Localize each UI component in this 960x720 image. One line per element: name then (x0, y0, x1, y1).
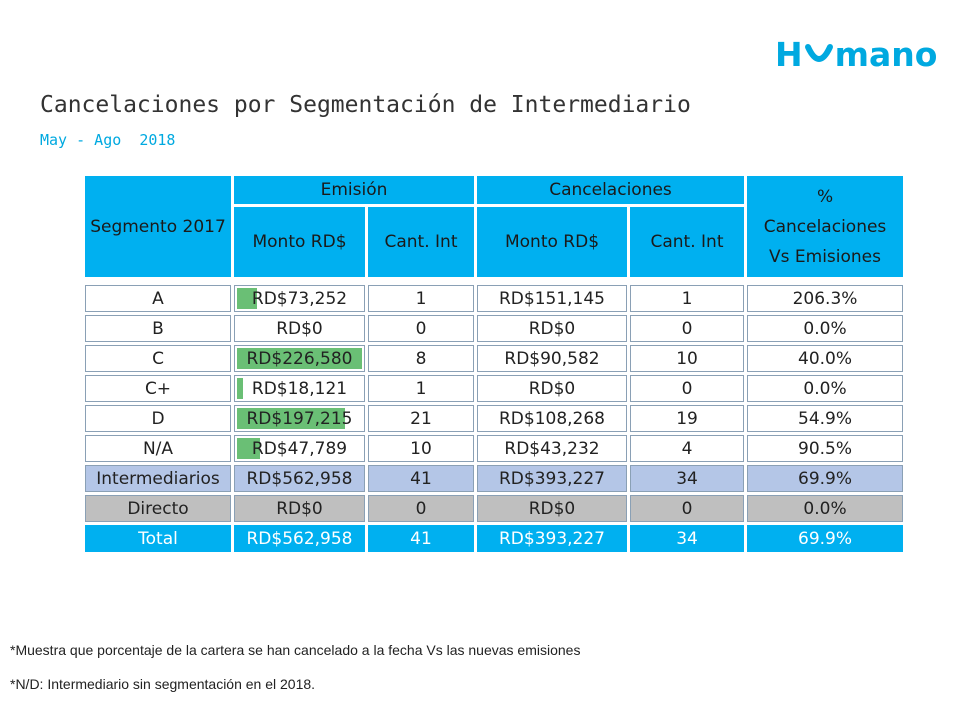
intermediarios-row (85, 465, 903, 492)
pct-cell: 0.0% (747, 495, 903, 522)
monto-emision-cell (234, 285, 365, 312)
cant-cancel-cell: 0 (630, 375, 744, 402)
cant-cancel-cell: 0 (630, 495, 744, 522)
monto-emision-cell (234, 435, 365, 462)
cant-cancel-cell: 19 (630, 405, 744, 432)
cant-cancel-cell: 10 (630, 345, 744, 372)
cant-emision-cell: 10 (368, 435, 474, 462)
monto-cancel-cell: RD$0 (477, 495, 627, 522)
monto-cancel-cell: RD$90,582 (477, 345, 627, 372)
humano-logo (775, 34, 937, 74)
segment-cell: Directo (85, 495, 231, 522)
header-emision: Emisión (234, 176, 474, 204)
header-pct (747, 176, 903, 277)
segment-cell: N/A (85, 435, 231, 462)
page-title: Cancelaciones por Segmentación de Intermediario (40, 92, 691, 118)
cant-cancel-cell: 0 (630, 315, 744, 342)
table-row (85, 345, 903, 372)
smile-icon (804, 41, 834, 67)
logo-text-end: mano (834, 34, 938, 74)
pct-cell: 69.9% (747, 525, 903, 552)
segment-cell: Total (85, 525, 231, 552)
segment-cell: D (85, 405, 231, 432)
monto-emision-cell (234, 345, 365, 372)
table-row (85, 315, 903, 342)
pct-cell: 69.9% (747, 465, 903, 492)
pct-cell: 90.5% (747, 435, 903, 462)
pct-cell: 40.0% (747, 345, 903, 372)
cant-emision-cell: 0 (368, 495, 474, 522)
directo-row (85, 495, 903, 522)
table-row (85, 435, 903, 462)
monto-emision-cell: RD$562,958 (234, 525, 365, 552)
monto-cancel-cell: RD$393,227 (477, 465, 627, 492)
total-row (85, 525, 903, 552)
monto-emision-cell: RD$562,958 (234, 465, 365, 492)
cant-cancel-cell: 4 (630, 435, 744, 462)
monto-emision-value: RD$47,789 (251, 438, 348, 459)
monto-emision-value: RD$73,252 (251, 288, 348, 309)
monto-cancel-cell: RD$151,145 (477, 285, 627, 312)
cant-emision-cell: 21 (368, 405, 474, 432)
table-row (85, 375, 903, 402)
segment-cell: B (85, 315, 231, 342)
footnote-2: *N/D: Intermediario sin segmentación en el 2018. (10, 676, 316, 692)
monto-cancel-cell: RD$0 (477, 375, 627, 402)
segment-cell: Intermediarios (85, 465, 231, 492)
cant-emision-cell: 41 (368, 465, 474, 492)
page-subtitle: May - Ago 2018 (40, 131, 176, 149)
monto-emision-cell (234, 375, 365, 402)
footnote-1: *Muestra que porcentaje de la cartera se han cancelado a la fecha Vs las nuevas emisiones (10, 642, 581, 658)
monto-cancel-cell: RD$393,227 (477, 525, 627, 552)
monto-emision-value: RD$0 (276, 318, 323, 339)
segment-cell: C+ (85, 375, 231, 402)
header-pct-label: % Cancelaciones Vs Emisiones (763, 186, 887, 267)
header-segment: Segmento 2017 (85, 176, 231, 277)
table-row (85, 405, 903, 432)
monto-emision-value: RD$226,580 (246, 348, 353, 369)
cant-cancel-cell: 34 (630, 525, 744, 552)
monto-cancel-cell: RD$108,268 (477, 405, 627, 432)
header-monto-cancel: Monto RD$ (477, 207, 627, 277)
segment-cell: C (85, 345, 231, 372)
cant-emision-cell: 41 (368, 525, 474, 552)
cancellations-table (82, 173, 906, 555)
pct-cell: 0.0% (747, 315, 903, 342)
monto-cancel-cell: RD$0 (477, 315, 627, 342)
monto-emision-value: RD$197,215 (246, 408, 353, 429)
monto-emision-cell: RD$0 (234, 495, 365, 522)
pct-cell: 54.9% (747, 405, 903, 432)
segment-cell: A (85, 285, 231, 312)
header-monto-emision: Monto RD$ (234, 207, 365, 277)
cant-cancel-cell: 1 (630, 285, 744, 312)
logo-text-start: H (775, 34, 803, 74)
pct-cell: 206.3% (747, 285, 903, 312)
data-bar (237, 378, 243, 399)
pct-cell: 0.0% (747, 375, 903, 402)
cant-emision-cell: 8 (368, 345, 474, 372)
monto-emision-cell (234, 405, 365, 432)
header-cant-cancel: Cant. Int (630, 207, 744, 277)
monto-emision-value: RD$18,121 (251, 378, 348, 399)
header-cant-emision: Cant. Int (368, 207, 474, 277)
header-cancelaciones: Cancelaciones (477, 176, 744, 204)
cant-cancel-cell: 34 (630, 465, 744, 492)
table-row (85, 285, 903, 312)
monto-cancel-cell: RD$43,232 (477, 435, 627, 462)
cant-emision-cell: 1 (368, 375, 474, 402)
cant-emision-cell: 1 (368, 285, 474, 312)
cant-emision-cell: 0 (368, 315, 474, 342)
monto-emision-cell (234, 315, 365, 342)
